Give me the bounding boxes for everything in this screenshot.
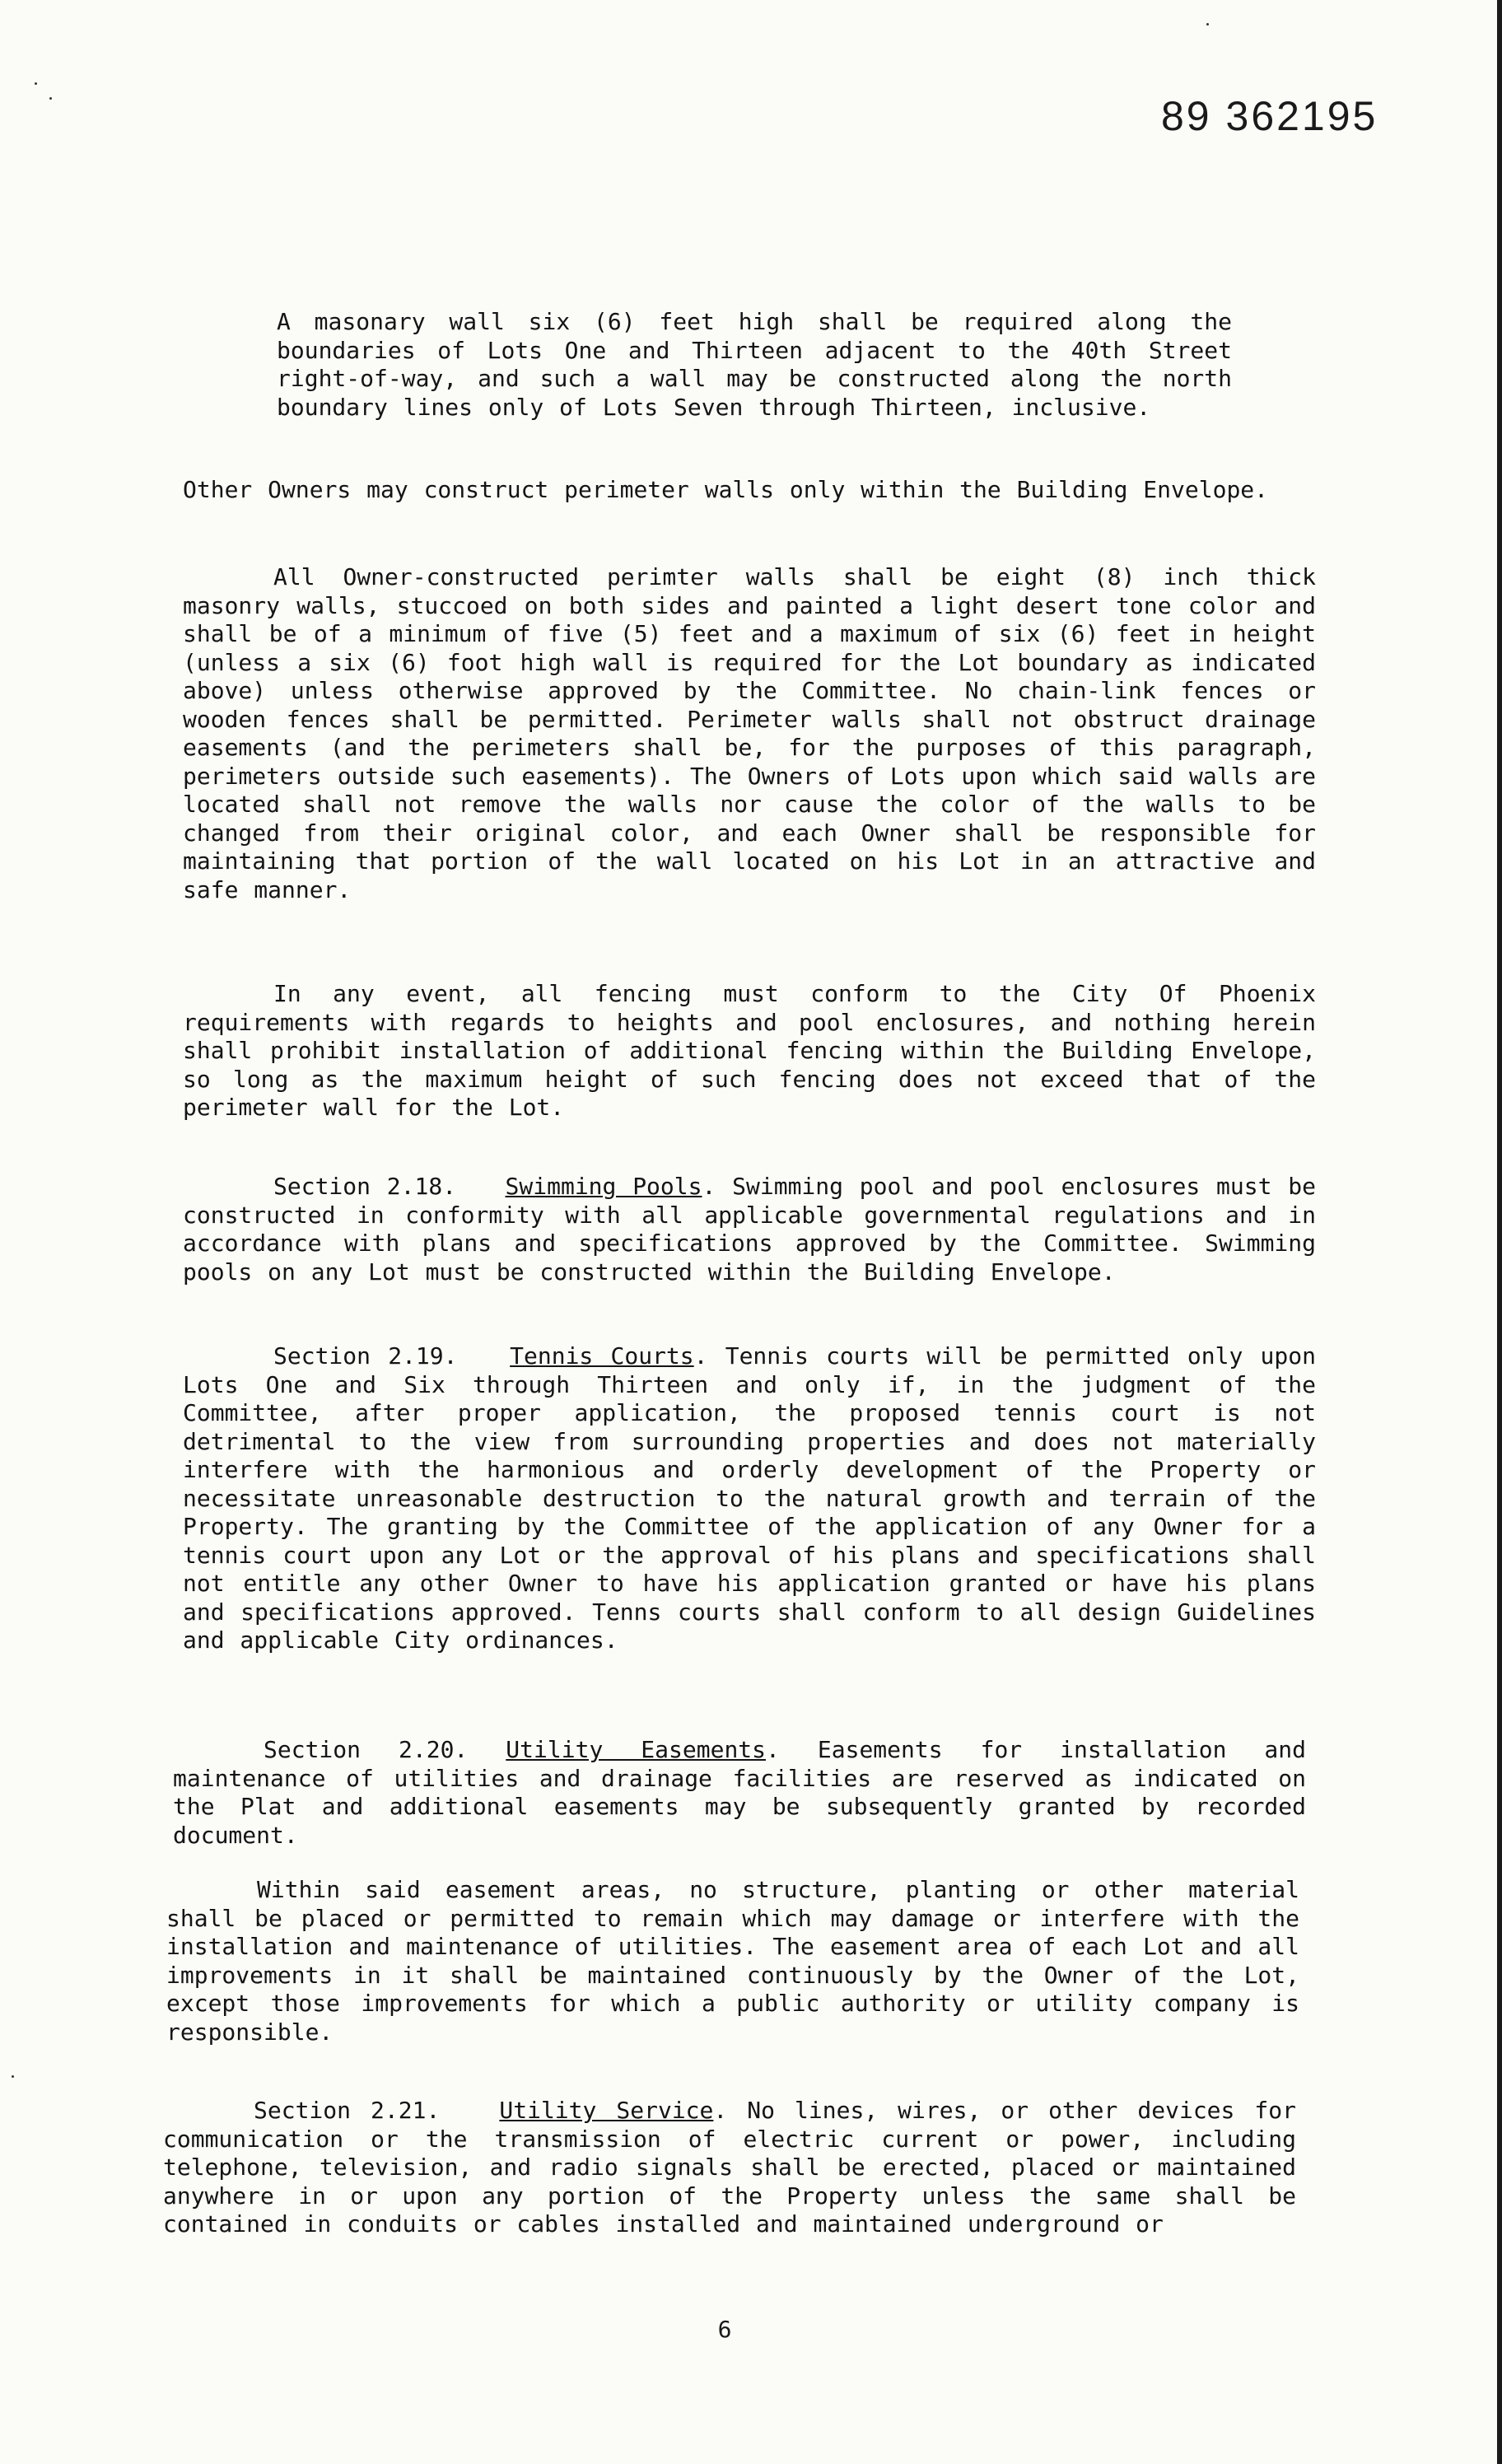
section-2-21-utility-service [163,2097,1296,2239]
section-number: Section 2.21. [254,2097,441,2124]
section-body: . No lines, wires, or other devices for communication or the transmission of electric current or power, including telephone, television, and radio signals shall be erected, placed or maintained anywhere in or upon any portion of the Property unless the same shall be contained in conduits or cables installed and maintained underground or [163,2097,1296,2238]
section-body: . Tennis courts will be permitted only upon Lots One and Six through Thirteen and only if, in the judgment of the Committee, after proper application, the proposed tennis court is not detrimental to the view from surrounding properties and does not materially interfere with the harmonious and orderly development of the Property or necessitate unreasonable destruction to the natural growth and terrain of the Property. The granting by the Committee of the application of any Owner for a tennis court upon any Lot or the approval of his plans and specifications shall not entitle any other Owner to have his application granted or have his plans and specifications approved. Tenns courts shall conform to all design Guidelines and applicable City ordinances. [183,1342,1316,1654]
section-number: Section 2.19. [273,1342,458,1370]
section-body: . Easements for installation and maintenance of utilities and drainage facilities are reserved as indicated on the Plat and additional easements may be subsequently granted by recorded document. [173,1736,1307,1849]
section-2-20-utility-easements [173,1736,1306,1850]
page-number: 6 [717,2316,732,2343]
document-number: 89 362195 [1161,93,1378,139]
section-number: Section 2.20. [264,1736,469,1763]
section-title: Utility Service [499,2097,714,2124]
section-title: Utility Easements [506,1736,767,1763]
section-title: Tennis Courts [510,1342,694,1370]
section-number: Section 2.18. [273,1173,457,1200]
scan-speck [35,82,37,85]
scan-speck [12,2075,14,2078]
scan-edge [1497,0,1502,2464]
section-2-18-swimming-pools [183,1173,1316,1286]
paragraph-fencing: In any event, all fencing must conform to the City Of Phoenix requirements with regards to heights and pool enclosures, and nothing herein shall prohibit installation of additional fencing within the Building Envelope, so long as the maximum height of such fencing does not exceed that of the perimeter wall for the Lot. [183,980,1316,1121]
paragraph-perimeter-walls: All Owner-constructed perimter walls shall be eight (8) inch thick masonry walls, stuccoed on both sides and painted a light desert tone color and shall be of a minimum of five (5) feet and a maximum of six (6) feet in height (unless a six (6) foot high wall is required for the Lot boundary as indicated above) unless otherwise approved by the Committee. No chain-link fences or wooden fences shall be permitted. Perimeter walls shall not obstruct drainage easements (and the perimeters shall be, for the purposes of this paragraph, perimeters outside such easements). The Owners of Lots upon which said walls are located shall not remove the walls nor cause the color of the walls to be changed from their original color, and each Owner shall be responsible for maintaining that portion of the wall located on his Lot in an attractive and safe manner. [183,563,1316,903]
scan-speck [1206,23,1209,26]
paragraph-masonry-wall: A masonary wall six (6) feet high shall be required along the boundaries of Lots One and Thirteen adjacent to the 40th Street right-of-way, and such a wall may be constructed along the north boundary lines only of Lots Seven through Thirteen, inclusive. [277,308,1232,421]
scan-speck [49,97,52,100]
section-2-19-tennis-courts [183,1342,1316,1655]
section-body: . Swimming pool and pool enclosures must be constructed in conformity with all applicable governmental regulations and in accordance with plans and specifications approved by the Committee. Swimming pools on any Lot must be constructed within the Building Envelope. [183,1173,1316,1286]
paragraph-easement-areas: Within said easement areas, no structure, planting or other material shall be placed or permitted to remain which may damage or interfere with the installation and maintenance of utilities. The easement area of each Lot and all improvements in it shall be maintained continuously by the Owner of the Lot, except those improvements for which a public authority or utility company is responsible. [166,1876,1299,2046]
section-title: Swimming Pools [505,1173,702,1200]
paragraph-other-owners: Other Owners may construct perimeter walls only within the Building Envelope. [183,476,1269,503]
